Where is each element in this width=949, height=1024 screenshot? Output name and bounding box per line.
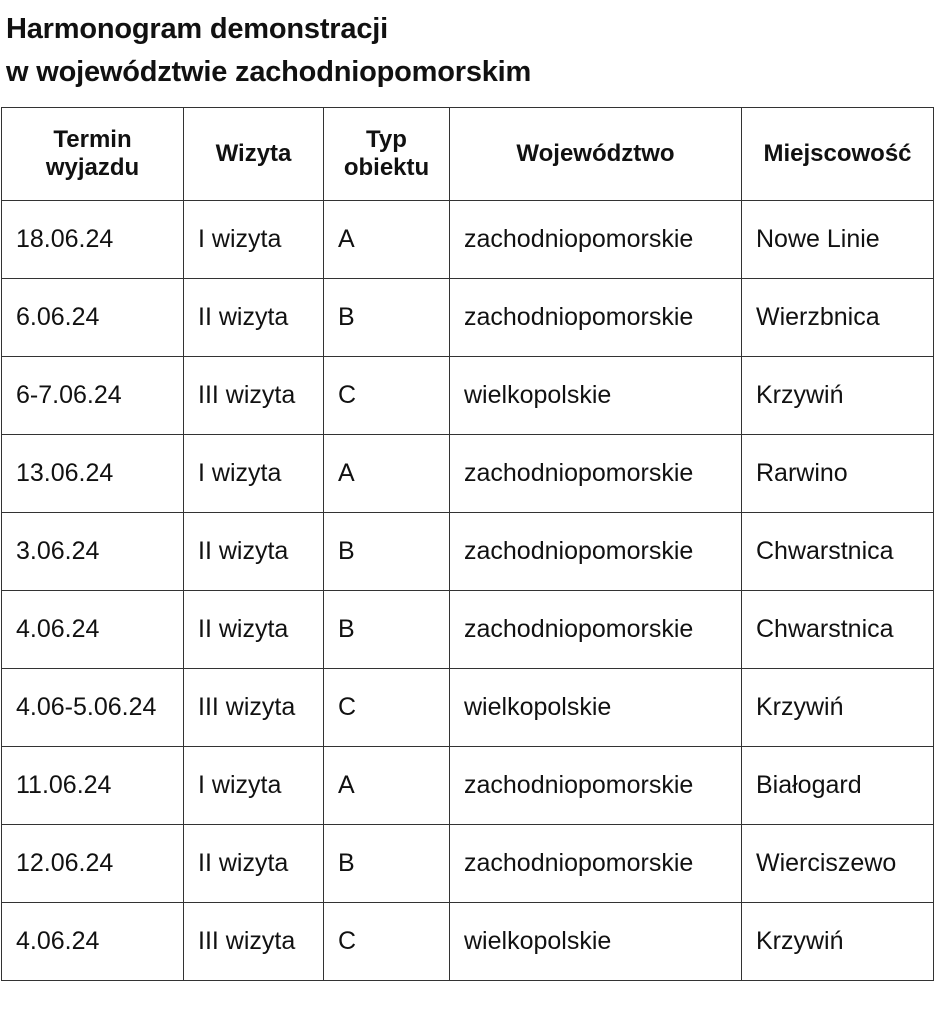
- typ-obiektu-cell: B: [324, 513, 450, 591]
- wizyta-cell: II wizyta: [184, 591, 324, 669]
- wizyta-cell: II wizyta: [184, 825, 324, 903]
- miejscowosc-cell: Wierzbnica: [742, 279, 934, 357]
- title-line-1: Harmonogram demonstracji: [6, 13, 388, 45]
- miejscowosc-cell: Krzywiń: [742, 357, 934, 435]
- wojewodztwo-cell: zachodniopomorskie: [450, 591, 742, 669]
- miejscowosc-cell: Wierciszewo: [742, 825, 934, 903]
- wojewodztwo-cell: wielkopolskie: [450, 357, 742, 435]
- termin-cell: 18.06.24: [2, 201, 184, 279]
- typ-obiektu-cell: B: [324, 279, 450, 357]
- typ-obiektu-cell: A: [324, 747, 450, 825]
- table-row: [2, 825, 934, 903]
- table-row: [2, 201, 934, 279]
- wizyta-cell: I wizyta: [184, 435, 324, 513]
- wizyta-cell: III wizyta: [184, 669, 324, 747]
- wizyta-cell: III wizyta: [184, 903, 324, 981]
- table-row: [2, 591, 934, 669]
- schedule-table: [1, 107, 934, 981]
- miejscowosc-cell: Rarwino: [742, 435, 934, 513]
- wojewodztwo-cell: zachodniopomorskie: [450, 825, 742, 903]
- termin-cell: 6-7.06.24: [2, 357, 184, 435]
- typ-obiektu-cell: B: [324, 591, 450, 669]
- table-row: [2, 669, 934, 747]
- termin-cell: 11.06.24: [2, 747, 184, 825]
- header-wizyta: Wizyta: [184, 108, 324, 201]
- page-title: [6, 8, 531, 94]
- wizyta-cell: I wizyta: [184, 201, 324, 279]
- termin-cell: 4.06.24: [2, 903, 184, 981]
- wojewodztwo-cell: wielkopolskie: [450, 669, 742, 747]
- miejscowosc-cell: Nowe Linie: [742, 201, 934, 279]
- termin-cell: 6.06.24: [2, 279, 184, 357]
- termin-cell: 3.06.24: [2, 513, 184, 591]
- wojewodztwo-cell: zachodniopomorskie: [450, 513, 742, 591]
- typ-obiektu-cell: B: [324, 825, 450, 903]
- wizyta-cell: III wizyta: [184, 357, 324, 435]
- table-header-row: [2, 108, 934, 201]
- miejscowosc-cell: Chwarstnica: [742, 591, 934, 669]
- table-row: [2, 903, 934, 981]
- termin-cell: 12.06.24: [2, 825, 184, 903]
- miejscowosc-cell: Krzywiń: [742, 669, 934, 747]
- termin-cell: 4.06.24: [2, 591, 184, 669]
- title-line-2: w województwie zachodniopomorskim: [6, 56, 532, 88]
- wojewodztwo-cell: zachodniopomorskie: [450, 201, 742, 279]
- wojewodztwo-cell: zachodniopomorskie: [450, 279, 742, 357]
- header-miejscowosc: Miejscowość: [742, 108, 934, 201]
- wojewodztwo-cell: zachodniopomorskie: [450, 435, 742, 513]
- header-typ-obiektu: Typ obiektu: [324, 108, 450, 201]
- typ-obiektu-cell: C: [324, 357, 450, 435]
- typ-obiektu-cell: A: [324, 201, 450, 279]
- wojewodztwo-cell: wielkopolskie: [450, 903, 742, 981]
- typ-obiektu-cell: C: [324, 903, 450, 981]
- wizyta-cell: I wizyta: [184, 747, 324, 825]
- table-row: [2, 747, 934, 825]
- header-wojewodztwo: Województwo: [450, 108, 742, 201]
- table-row: [2, 279, 934, 357]
- miejscowosc-cell: Białogard: [742, 747, 934, 825]
- wizyta-cell: II wizyta: [184, 279, 324, 357]
- table-row: [2, 357, 934, 435]
- wizyta-cell: II wizyta: [184, 513, 324, 591]
- table-row: [2, 513, 934, 591]
- header-termin-wyjazdu: Termin wyjazdu: [2, 108, 184, 201]
- typ-obiektu-cell: C: [324, 669, 450, 747]
- table-row: [2, 435, 934, 513]
- miejscowosc-cell: Krzywiń: [742, 903, 934, 981]
- miejscowosc-cell: Chwarstnica: [742, 513, 934, 591]
- wojewodztwo-cell: zachodniopomorskie: [450, 747, 742, 825]
- termin-cell: 13.06.24: [2, 435, 184, 513]
- termin-cell: 4.06-5.06.24: [2, 669, 184, 747]
- typ-obiektu-cell: A: [324, 435, 450, 513]
